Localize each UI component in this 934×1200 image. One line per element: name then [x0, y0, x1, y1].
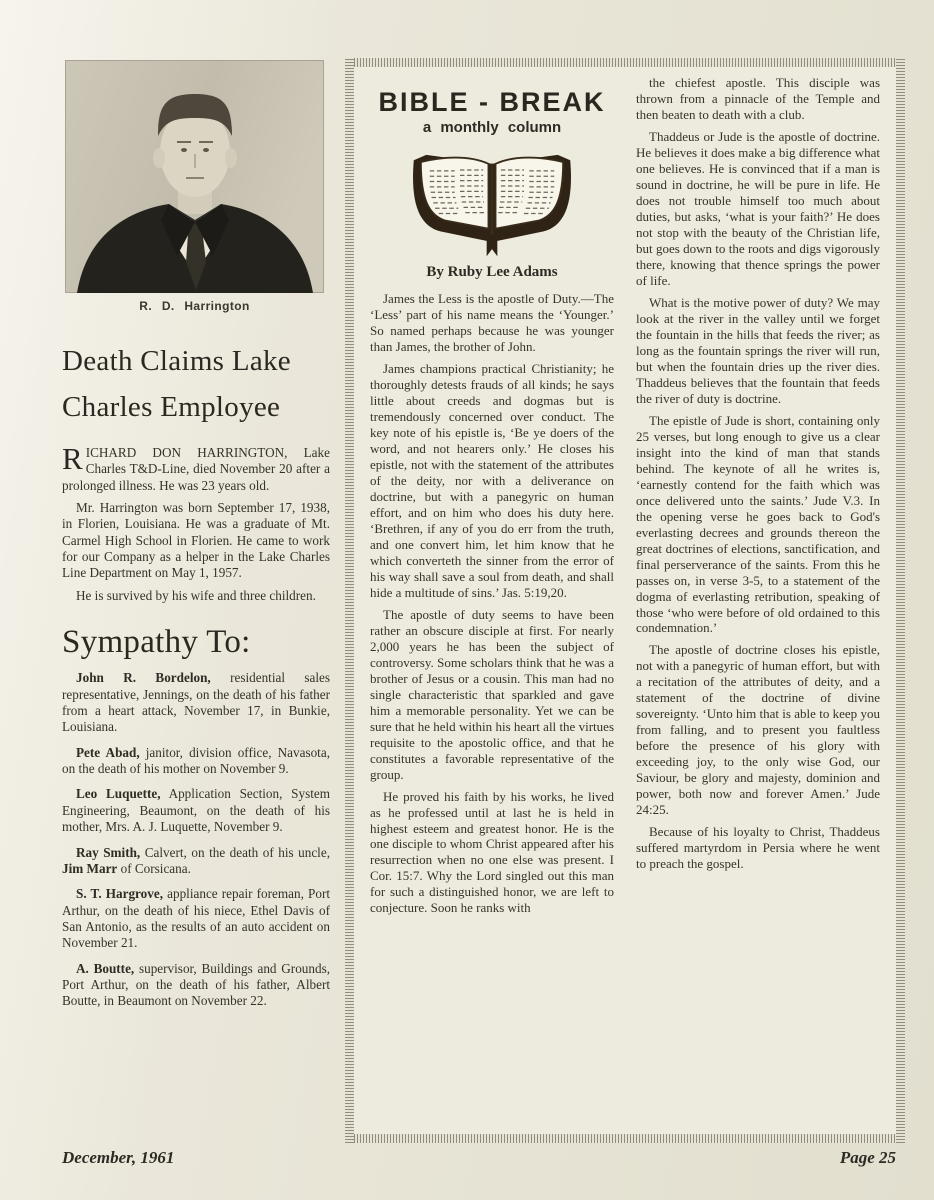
bible-break-paragraph: What is the motive power of duty? We may look at the river in the valley until we forget the fountain in the hills that feeds the river; as long as the fountain springs the river will run, but when the fountain dries up the river dies. Thaddeus believes that the fountain that feeds the river of duty is doctrine.: [636, 294, 880, 406]
bible-break-paragraph: The epistle of Jude is short, containing only 25 verses, but long enough to give us a clear insight into the kind of man that stands behind. The keynote of all he writes is, ‘earnestly contend for the faith which was once delivered unto the saints.’ Jude V.3. In the opening verse he goes back to God's everlasting decrees and grounds thereon the great doctrines of elections, sanctification, and final perserverance of the saints. From this he passes on, in verse 3-5, to a statement of the dogma of everlasting retribution, speaking of those ‘who were before of old ordained to this condemnation.’: [636, 412, 880, 636]
footer-page-number: Page 25: [839, 1148, 896, 1167]
obituary-paragraph: Mr. Harrington was born September 17, 1938, in Florien, Louisiana. He was a graduate of Mt. Carmel High School in Florien. He came to work for our Company as a helper in the Lake Charles Line Department on May 1, 1957.: [62, 499, 330, 581]
obituary-headline: Death Claims Lake Charles Employee: [62, 345, 291, 424]
decorative-border-left: [345, 58, 354, 1143]
sympathy-entry-name: Leo Luquette,: [76, 786, 161, 802]
sympathy-entry-text: of Corsicana.: [117, 860, 191, 876]
sympathy-entry-name: A. Boutte,: [76, 960, 135, 976]
bible-break-paragraph: The apostle of doctrine closes his epistle, not with a panegyric of human effort, but with a recitation of the attributes of deity, and a statement of the doctrine of divine sovereignty. ‘Unto him that is able to keep you from falling, and to present you faultless before the presence of his glory with exceeding joy, to the only wise God, our Saviour, be glory and majesty, dominion and power, both now and forever Amen.’ Jude 24:25.: [636, 642, 880, 818]
bible-break-box: [345, 58, 905, 1143]
sympathy-list: [62, 670, 330, 1009]
bible-break-paragraph: Because of his loyalty to Christ, Thaddeus suffered martyrdom in Persia where he went to preach the gospel.: [636, 824, 880, 872]
portrait-photo-illustration: [65, 60, 324, 293]
page-footer: [62, 1148, 896, 1168]
decorative-border-top: [345, 58, 905, 67]
sympathy-entry-name: John R. Bordelon,: [76, 670, 211, 686]
sympathy-entry-text: Application Section, System Engineering, Beaumont, on the death of his mother, Mrs. A. J. Luquette, November 9.: [62, 786, 330, 835]
sympathy-heading: Sympathy To:: [62, 624, 251, 661]
photo-caption: R. D. Harrington: [139, 299, 250, 313]
bible-break-paragraph: He proved his faith by his works, he lived as he professed until at last he is held in highest esteem and greatest honor. He is the one disciple to whom Christ appeared after his resurrection when no one else was present. I Cor. 15:7. Why the Lord singled out this man for such a distinguished honor, we are left to conjecture. Soon he ranks with: [370, 788, 614, 916]
sympathy-entry: [62, 961, 330, 1010]
sympathy-entry: [62, 886, 330, 951]
sympathy-entry: [62, 845, 330, 878]
bible-break-content: [354, 67, 896, 1134]
obituary-article: [62, 440, 330, 604]
bible-break-paragraph: The apostle of duty seems to have been rather an obscure disciple at first. For nearly 2,000 years he has been the subject of controversy. Some scholars think that he was a brother of Jesus or a cousin. This man had no single characteristic that sparkled and gave him a memorable personality. Yet we can be sure that he held within his heart all the virtues requisite to the apostolic office, and that he constitutes a favorable representative of the group.: [370, 606, 614, 782]
decorative-border-right: [896, 58, 905, 1143]
sympathy-entry-name: Pete Abad,: [76, 744, 140, 760]
bible-break-paragraph: the chiefest apostle. This disciple was thrown from a pinnacle of the Temple and then beaten to death with a club.: [636, 75, 880, 122]
sympathy-entry: [62, 786, 330, 835]
sympathy-entry-text: supervisor, Buildings and Grounds, Port Arthur, on the death of his father, Albert Boutte, in Beaumont on November 22.: [62, 960, 330, 1009]
bible-break-paragraph: James champions practical Christianity; he thoroughly detests frauds of all kinds; he says little about creeds and dogmas but is tremendously concerned over conduct. The key note of his epistle is, ‘Be ye doers of the word, and not hearers only.’ He closes his epistle, not with the statement of the attributes of the deity, nor with a deliverance on doctrine, but with a panegyric on human effort, and on him who does his duty here. ‘Brethren, if any of you do err from the truth, and one convert him, let him know that he which converteth the sinner from the error of his way shall save a soul from death, and shall hide a multitude of sins.’ Jas. 5:19,20.: [370, 360, 614, 600]
sympathy-entry-name: Jim Marr: [62, 860, 118, 876]
sympathy-entry-name: S. T. Hargrove,: [76, 886, 164, 902]
left-column: [62, 60, 330, 1019]
sympathy-entry-text: janitor, division office, Navasota, on the death of his mother on November 9.: [62, 744, 330, 777]
portrait-photo: [65, 60, 324, 293]
obituary-paragraph: [62, 440, 330, 494]
bible-break-column-2: [636, 75, 880, 1134]
bible-break-column-1: [370, 75, 614, 1134]
bible-break-subtitle: a monthly column: [422, 119, 562, 136]
sympathy-entry: [62, 745, 330, 778]
sympathy-entry-text: appliance repair foreman, Port Arthur, on the death of his niece, Ethel Davis of San Antonio, as the results of an auto accident on November 21.: [62, 886, 330, 951]
decorative-border-bottom: [345, 1134, 905, 1143]
obituary-paragraph: He is survived by his wife and three children.: [76, 587, 316, 603]
sympathy-entry-text: residential sales representative, Jennings, on the death of his father from a heart attack, November 17, in Bunkie, Louisiana.: [62, 670, 330, 735]
sympathy-entry-name: Ray Smith,: [76, 844, 141, 860]
obituary-paragraph-text: ICHARD DON HARRINGTON, Lake Charles T&D-Line, died November 20 after a prolonged illness. He was 23 years old.: [62, 444, 330, 493]
open-book-icon: [404, 146, 580, 258]
bible-break-paragraph: James the Less is the apostle of Duty.—The ‘Less’ part of his name means the ‘Younger.’ So named perhaps because he was younger than James, the brother of John.: [370, 291, 614, 354]
bible-break-byline: By Ruby Lee Adams: [426, 264, 558, 280]
footer-issue-date: December, 1961: [62, 1148, 175, 1167]
sympathy-entry-text: Calvert, on the death of his uncle,: [140, 844, 331, 860]
bible-break-paragraph: Thaddeus or Jude is the apostle of doctrine. He believes it does make a big difference what one believes. He is convinced that if a man is sound in doctrine, he will be pure in life. He does not trouble himself too much about duties, but asks, ‘what is your faith?’ He does not stop with the beauty of the Christian life, but goes down to the roots and digs vigorously there, knowing that thence springs the power of life.: [636, 128, 880, 288]
drop-cap: R: [62, 440, 83, 476]
sympathy-entry: [62, 670, 330, 735]
bible-break-title: BIBLE - BREAK: [378, 87, 606, 117]
